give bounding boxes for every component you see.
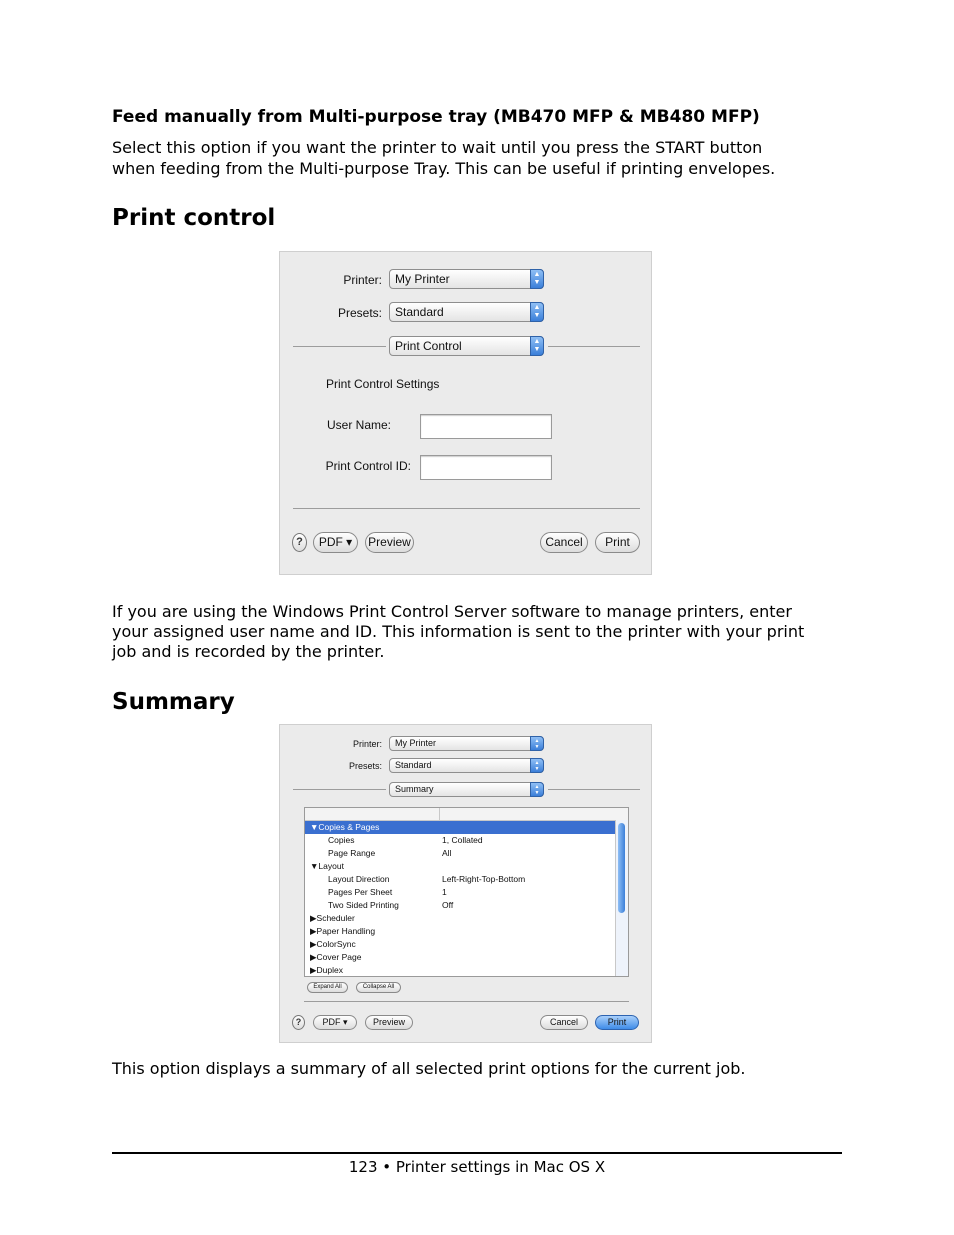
list-item[interactable] <box>305 938 616 951</box>
presets-label: Presets: <box>348 761 382 771</box>
list-item[interactable] <box>305 899 616 912</box>
vertical-scrollbar[interactable] <box>615 820 628 976</box>
help-button[interactable]: ? <box>292 533 307 552</box>
scroll-thumb[interactable] <box>618 823 625 913</box>
heading-print-control: Print control <box>112 205 276 231</box>
list-item[interactable] <box>305 964 616 977</box>
column-separator <box>439 808 440 820</box>
list-item[interactable] <box>305 821 616 834</box>
row-value: Left-Right-Top-Bottom <box>442 874 526 884</box>
paragraph-line: Select this option if you want the printer to wait until you press the START button <box>112 138 763 157</box>
section-heading-feed-manually: Feed manually from Multi-purpose tray (MB470 MFP & MB480 MFP) <box>112 107 760 127</box>
printer-popup[interactable] <box>389 736 544 751</box>
row-label: ▼Copies & Pages <box>310 822 380 832</box>
paragraph-line: job and is recorded by the printer. <box>112 642 385 661</box>
row-value: Off <box>442 900 454 910</box>
row-label: ▶ColorSync <box>310 939 356 949</box>
printer-popup-value: My Printer <box>395 272 450 286</box>
presets-popup[interactable] <box>389 302 544 322</box>
list-item[interactable] <box>305 847 616 860</box>
help-button[interactable]: ? <box>292 1015 305 1030</box>
row-label: Layout Direction <box>328 874 390 884</box>
heading-summary: Summary <box>112 689 235 715</box>
list-item[interactable] <box>305 951 616 964</box>
pdf-button[interactable]: PDF ▾ <box>313 532 358 553</box>
panel-popup[interactable] <box>389 782 544 797</box>
presets-label: Presets: <box>337 306 382 320</box>
paragraph-line: your assigned user name and ID. This information is sent to the printer with your print <box>112 622 805 641</box>
cancel-button[interactable]: Cancel <box>540 532 588 553</box>
page-footer: 123 • Printer settings in Mac OS X <box>348 1158 606 1176</box>
row-label: ▶Duplex <box>310 965 343 975</box>
updown-arrow-icon: ▲ ▼ <box>530 758 544 773</box>
divider <box>293 789 386 790</box>
printer-label: Printer: <box>352 739 382 749</box>
row-label: ▼Layout <box>310 861 344 871</box>
user-name-field[interactable] <box>420 414 552 439</box>
updown-arrow-icon: ▲ ▼ <box>530 782 544 797</box>
presets-popup-value: Standard <box>395 305 444 319</box>
summary-dialog <box>279 724 652 1043</box>
list-header <box>305 808 628 821</box>
divider <box>548 789 640 790</box>
panel-popup[interactable] <box>389 336 544 356</box>
panel-popup-value: Summary <box>395 784 434 794</box>
print-control-dialog <box>279 251 652 575</box>
cancel-button[interactable]: Cancel <box>540 1015 588 1030</box>
user-name-label: User Name: <box>326 418 391 432</box>
row-label: ▶Paper Handling <box>310 926 376 936</box>
paragraph-line: when feeding from the Multi-purpose Tray. This can be useful if printing envelopes. <box>112 159 776 178</box>
print-button[interactable]: Print <box>595 1015 639 1030</box>
divider <box>293 346 386 347</box>
row-label: Copies <box>328 835 355 845</box>
row-label: Page Range <box>328 848 376 858</box>
paragraph-line: This option displays a summary of all selected print options for the current job. <box>112 1059 746 1078</box>
divider <box>304 1001 629 1002</box>
row-value: 1 <box>442 887 447 897</box>
print-control-id-field[interactable] <box>420 455 552 480</box>
footer-divider <box>112 1152 842 1154</box>
list-item[interactable] <box>305 834 616 847</box>
presets-popup-value: Standard <box>395 760 432 770</box>
row-label: ▶Scheduler <box>310 913 355 923</box>
list-item[interactable] <box>305 912 616 925</box>
print-control-settings-title: Print Control Settings <box>326 377 440 391</box>
updown-arrow-icon: ▲ ▼ <box>530 736 544 751</box>
printer-popup[interactable] <box>389 269 544 289</box>
preview-button[interactable]: Preview <box>365 532 414 553</box>
divider <box>293 508 640 509</box>
collapse-all-button[interactable]: Collapse All <box>356 982 401 993</box>
panel-popup-value: Print Control <box>395 339 462 353</box>
list-item[interactable] <box>305 886 616 899</box>
paragraph-line: If you are using the Windows Print Control Server software to manage printers, enter <box>112 602 792 621</box>
list-item[interactable] <box>305 860 616 873</box>
row-label: ▶Cover Page <box>310 952 362 962</box>
presets-popup[interactable] <box>389 758 544 773</box>
pdf-button[interactable]: PDF ▾ <box>313 1015 357 1030</box>
print-control-id-label: Print Control ID: <box>325 459 411 473</box>
printer-label: Printer: <box>343 273 382 287</box>
updown-arrow-icon: ▲ ▼ <box>530 269 544 289</box>
divider <box>548 346 640 347</box>
list-item[interactable] <box>305 925 616 938</box>
row-value: 1, Collated <box>442 835 483 845</box>
preview-button[interactable]: Preview <box>365 1015 413 1030</box>
summary-list[interactable] <box>304 807 629 977</box>
row-label: Two Sided Printing <box>328 900 399 910</box>
list-item[interactable] <box>305 873 616 886</box>
printer-popup-value: My Printer <box>395 738 437 748</box>
print-button[interactable]: Print <box>595 532 640 553</box>
updown-arrow-icon: ▲ ▼ <box>530 302 544 322</box>
expand-all-button[interactable]: Expand All <box>307 982 348 993</box>
updown-arrow-icon: ▲ ▼ <box>530 336 544 356</box>
row-value: All <box>442 848 452 858</box>
row-label: Pages Per Sheet <box>328 887 393 897</box>
